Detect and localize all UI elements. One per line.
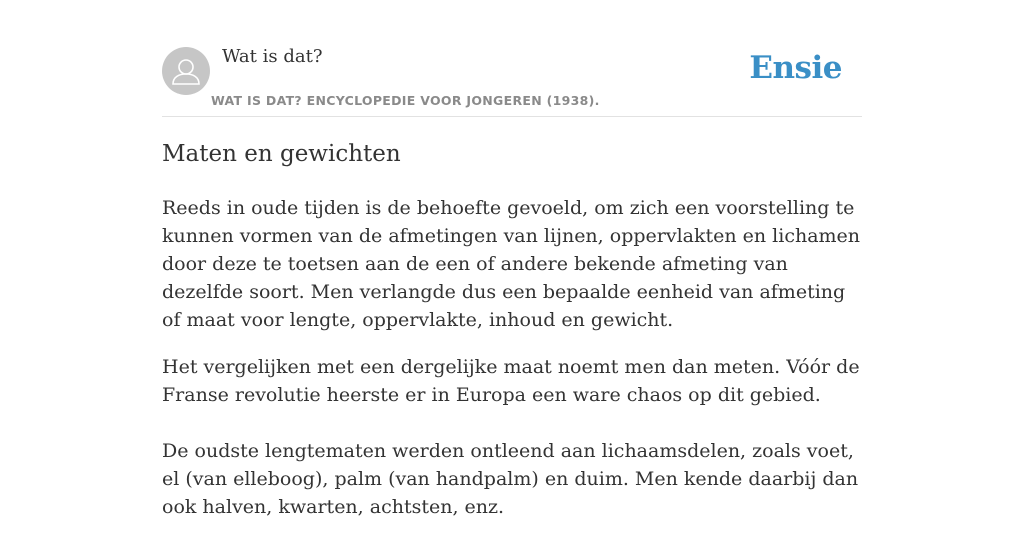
source-citation: WAT IS DAT? ENCYCLOPEDIE VOOR JONGEREN (1938). <box>211 93 600 108</box>
article-paragraph: Het vergelijken met een dergelijke maat noemt men dan meten. Vóór de Franse revolutie heerste er in Europa een ware chaos op dit gebied. De oudste lengtematen werden ontleend aan lichaamsdelen, zoals voet, el (van elleboog), palm (van handpalm) en duim. Men kende daarbij dan ook halven, kwarten, achtsten, enz. <box>162 356 860 518</box>
user-icon <box>162 47 210 95</box>
article-title: Maten en gewichten <box>162 141 401 167</box>
article-paragraph: Reeds in oude tijden is de behoefte gevoeld, om zich een voorstelling te kunnen vormen van de afmetingen van lijnen, oppervlakten en lichamen door deze te toetsen aan de een of andere bekende afmeting van dezelfde soort. Men verlangde dus een bepaalde eenheid van afmeting of maat voor lengte, oppervlakte, inhoud en gewicht. <box>162 197 861 331</box>
brand-logo[interactable]: Ensie <box>749 50 842 86</box>
article-body <box>162 138 862 540</box>
author-avatar[interactable] <box>162 47 210 95</box>
article-header <box>162 0 862 117</box>
author-name[interactable]: Wat is dat? <box>222 46 323 67</box>
